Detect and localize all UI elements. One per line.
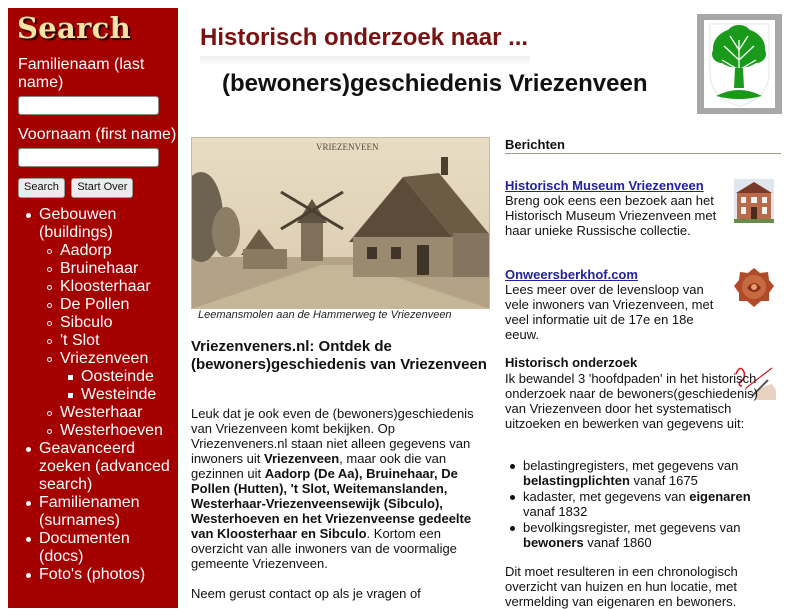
sidebar-title: Search [17,11,132,45]
research-list-bold: eigenaren [689,489,751,504]
bullet-icon [510,526,515,531]
bullet-icon [47,285,52,290]
first-name-input[interactable] [18,148,159,167]
research-list-post: vanaf 1860 [583,535,652,550]
last-name-input[interactable] [18,96,159,115]
news-header: Berichten [505,137,781,154]
intro-bold-2: Aadorp (De Aa), Bruinehaar, De Pollen (Hutten), 't Slot, Weitemanslanden, Westerhaar-Vriezenveensewijk (Sibculo), Westerhoeven en het Vriezenveense gedeelte van Kloosterhaar en Sibculo [191,466,472,541]
nav-item[interactable] [8,494,178,530]
start-over-button[interactable]: Start Over [71,178,133,198]
contact-paragraph: Neem gerust contact op als je vragen of [191,586,421,601]
research-list-pre: belastingregisters, met gegevens van [523,458,739,473]
nav-item-label: Sibculo [60,314,113,331]
nav-item[interactable] [8,368,178,386]
bullet-icon [510,495,515,500]
research-title: Historisch onderzoek [505,355,638,370]
museum-building-icon[interactable] [734,179,774,223]
bullet-icon [26,213,31,218]
research-list-pre: bevolkingsregister, met gegevens van [523,520,741,535]
sidebar-nav [8,206,178,584]
research-list-post: vanaf 1832 [523,504,588,519]
bullet-icon [47,429,52,434]
intro-text-2: , maar ook die van gezinnen uit [191,451,447,481]
bullet-icon [68,375,73,380]
research-list-pre: kadaster, met gegevens van [523,489,690,504]
nav-item[interactable] [8,242,178,260]
bullet-icon [47,249,52,254]
research-list-item [505,489,781,519]
research-text-2: Dit moet resulteren in een chronologisch overzicht van huizen en hun locatie, met vermelding van eigenaren en bewoners. [505,564,738,609]
nav-item-label: Geavanceerd zoeken (advanced search) [39,440,170,493]
bullet-icon [47,321,52,326]
museum-text: Breng ook eens een bezoek aan het Historisch Museum Vriezenveen met haar unieke Russische collectie. [505,193,717,238]
nav-item[interactable] [8,404,178,422]
nav-item[interactable] [8,386,178,404]
research-list-item [505,520,781,550]
bullet-icon [68,393,73,398]
bullet-icon [47,357,52,362]
nav-item-label: Documenten (docs) [39,530,130,565]
nav-item[interactable] [8,296,178,314]
header-title-line1: Historisch onderzoek naar ... [200,24,529,51]
nav-item[interactable] [8,260,178,278]
bullet-icon [47,303,52,308]
research-text: Ik bewandel 3 'hoofdpaden' in het historisch onderzoek naar de bewoners(geschiedenis) van Vriezenveen door het systematisch uitzoeken en bewerken van gegevens uit: [505,371,758,431]
sidebar [8,8,178,608]
research-list-item [505,458,781,488]
bullet-icon [47,411,52,416]
nav-item-label: Westerhaar [60,404,143,421]
search-button[interactable]: Search [18,178,65,198]
onweersberkhof-text: Lees meer over de levensloop van vele inwoners van Vriezenveen, met veel informatie uit de 17e en 18e eeuw. [505,282,714,342]
nav-item[interactable] [8,440,178,494]
research-list-bold: belastingplichten [523,473,630,488]
nav-item[interactable] [8,422,178,440]
bullet-icon [47,339,52,344]
first-name-label: Voornaam (first name) [18,126,177,143]
intro-paragraph [191,406,491,571]
crest-frame[interactable] [697,14,782,114]
research-list-post: vanaf 1675 [629,473,698,488]
bullet-icon [26,501,31,506]
nav-item[interactable] [8,314,178,332]
nav-item-label: Aadorp [60,242,112,259]
nav-item[interactable] [8,566,178,584]
nav-item[interactable] [8,278,178,296]
nav-item-label: Vriezenveen [60,350,149,367]
nav-item-label: Bruinehaar [60,260,139,277]
seal-icon[interactable] [733,266,775,308]
intro-bold-1: Vriezenveen [263,451,340,466]
nav-item[interactable] [8,206,178,242]
nav-item-label: Westeinde [81,386,157,403]
bullet-icon [510,464,515,469]
bullet-icon [47,267,52,272]
onweersberkhof-link[interactable]: Onweersberkhof.com [505,267,638,282]
nav-item[interactable] [8,530,178,566]
header-title-line2: (bewoners)geschiedenis Vriezenveen [222,70,648,97]
tree-crest-icon [704,20,775,108]
nav-item-label: Westerhoeven [60,422,163,439]
research-list-bold: bewoners [523,535,584,550]
windmill-photo [191,137,490,309]
photo-caption: Leemansmolen aan de Hammerweg te Vriezenveen [198,309,452,321]
nav-item[interactable] [8,350,178,368]
museum-link[interactable]: Historisch Museum Vriezenveen [505,178,704,193]
search-buttons [18,177,178,198]
last-name-label: Familienaam (last name) [18,56,145,91]
nav-item-label: 't Slot [60,332,100,349]
nav-item-label: Kloosterhaar [60,278,151,295]
postcard-label: VRIEZENVEEN [316,142,379,152]
bullet-icon [26,447,31,452]
intro-text-1: Leuk dat je ook even de (bewoners)geschiedenis van Vriezenveen komt bekijken. Op Vriezenveners.nl staan niet alleen gegevens van inwoners uit [191,406,474,466]
intro-text-3: . Kortom een overzicht van alle inwoners van de voormalige gemeente Vriezenveen. [191,526,457,571]
research-list [505,458,781,551]
nav-item-label: De Pollen [60,296,130,313]
bullet-icon [26,573,31,578]
main-heading: Vriezenveners.nl: Ontdek de (bewoners)geschiedenis van Vriezenveen [191,338,487,373]
nav-item-label: Oosteinde [81,368,154,385]
bullet-icon [26,537,31,542]
header-shadow-decoration [200,56,530,64]
nav-item-label: Familienamen (surnames) [39,494,140,529]
nav-item[interactable] [8,332,178,350]
nav-item-label: Foto's (photos) [39,566,146,583]
nav-item-label: Gebouwen (buildings) [39,206,117,241]
